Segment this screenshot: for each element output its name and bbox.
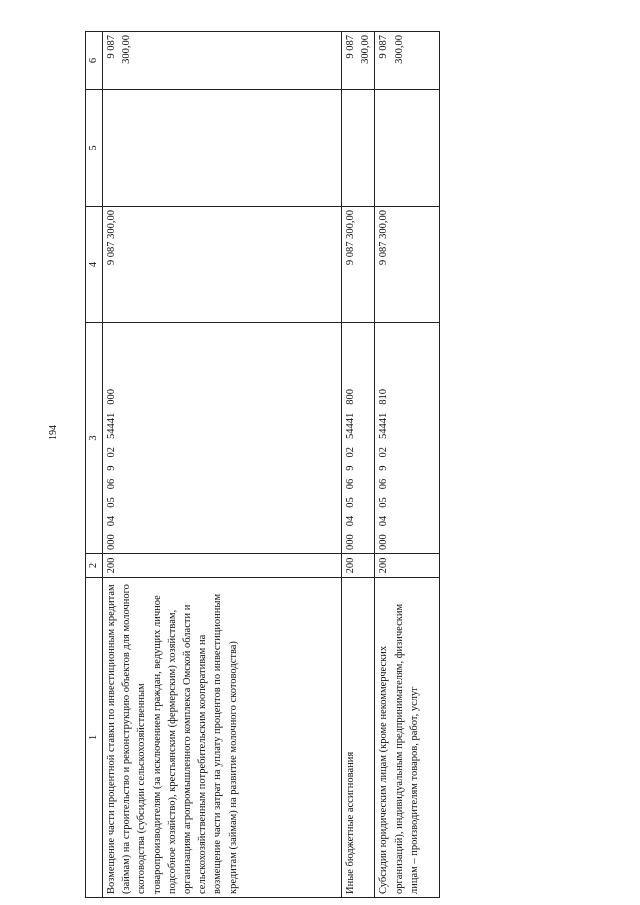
row-name: Иные бюджетные ассигнования bbox=[342, 578, 375, 898]
row-col5-amount bbox=[342, 90, 375, 207]
row-col5-amount bbox=[103, 90, 342, 207]
code-part: 02 bbox=[106, 447, 117, 458]
row-budget-code bbox=[375, 323, 440, 554]
code-part: 9 bbox=[106, 465, 117, 471]
code-part: 06 bbox=[378, 478, 390, 490]
code-part: 05 bbox=[345, 497, 356, 508]
code-part: 000 bbox=[345, 534, 356, 550]
row-col6-amount: 9 087 300,00 bbox=[375, 32, 440, 90]
code-part: 06 bbox=[106, 478, 117, 490]
header-row bbox=[86, 32, 103, 898]
code-part: 000 bbox=[106, 534, 117, 550]
row-budget-code bbox=[342, 323, 375, 554]
row-admin-code: 200 bbox=[103, 554, 342, 578]
code-part: 000 bbox=[106, 389, 117, 405]
code-part: 810 bbox=[378, 389, 390, 405]
header-col-3: 3 bbox=[86, 323, 103, 554]
row-col4-amount: 9 087 300,00 bbox=[375, 207, 440, 323]
budget-table bbox=[85, 31, 440, 898]
code-part: 9 bbox=[378, 465, 390, 471]
code-part: 54441 bbox=[345, 412, 356, 439]
header-col-6: 6 bbox=[86, 32, 103, 90]
row-admin-code: 200 bbox=[375, 554, 440, 578]
header-col-1: 1 bbox=[86, 578, 103, 898]
code-part: 02 bbox=[345, 447, 356, 458]
code-part: 800 bbox=[345, 389, 356, 405]
code-part: 54441 bbox=[378, 412, 390, 439]
header-col-4: 4 bbox=[86, 207, 103, 323]
table-row bbox=[375, 32, 440, 898]
row-name: Возмещение части процентной ставки по инвестиционным кредитам (займам) на строительство и реконструкцию объектов для молочного скотоводства (субсидии сельскохозяйственным товаропроизводителям (за исключением граждан, ведущих личное подсобное хозяйство), крестьянским (фермерским) хозяйствам, организациям агропромышленного комплекса Омской области и сельскохозяйственным потребительским кооперативам на возмещение части затрат на уплату процентов по инвестиционным кредитам (займам) на развитие молочного скотоводства) bbox=[103, 578, 342, 898]
code-part: 05 bbox=[106, 497, 117, 508]
row-budget-code bbox=[103, 323, 342, 554]
table-row bbox=[342, 32, 375, 898]
header-col-5: 5 bbox=[86, 90, 103, 207]
table-row bbox=[103, 32, 342, 898]
code-part: 000 bbox=[378, 534, 390, 550]
row-col4-amount: 9 087 300,00 bbox=[103, 207, 342, 323]
row-col6-amount: 9 087 300,00 bbox=[342, 32, 375, 90]
code-part: 04 bbox=[106, 515, 117, 527]
header-col-2: 2 bbox=[86, 554, 103, 578]
code-part: 02 bbox=[378, 447, 390, 458]
row-col5-amount bbox=[375, 90, 440, 207]
row-col4-amount: 9 087 300,00 bbox=[342, 207, 375, 323]
row-name: Субсидии юридическим лицам (кроме некоммерческих организаций), индивидуальным предпринимателям, физическим лицам – производителям товаров, работ, услуг bbox=[375, 578, 440, 898]
row-admin-code: 200 bbox=[342, 554, 375, 578]
code-part: 54441 bbox=[106, 412, 117, 439]
code-part: 05 bbox=[378, 497, 390, 508]
rotated-table-container bbox=[85, 32, 525, 898]
code-part: 04 bbox=[378, 515, 390, 527]
page-number: 194 bbox=[48, 425, 59, 440]
code-part: 06 bbox=[345, 478, 356, 490]
row-col6-amount: 9 087 300,00 bbox=[103, 32, 342, 90]
code-part: 9 bbox=[345, 465, 356, 471]
code-part: 04 bbox=[345, 515, 356, 527]
